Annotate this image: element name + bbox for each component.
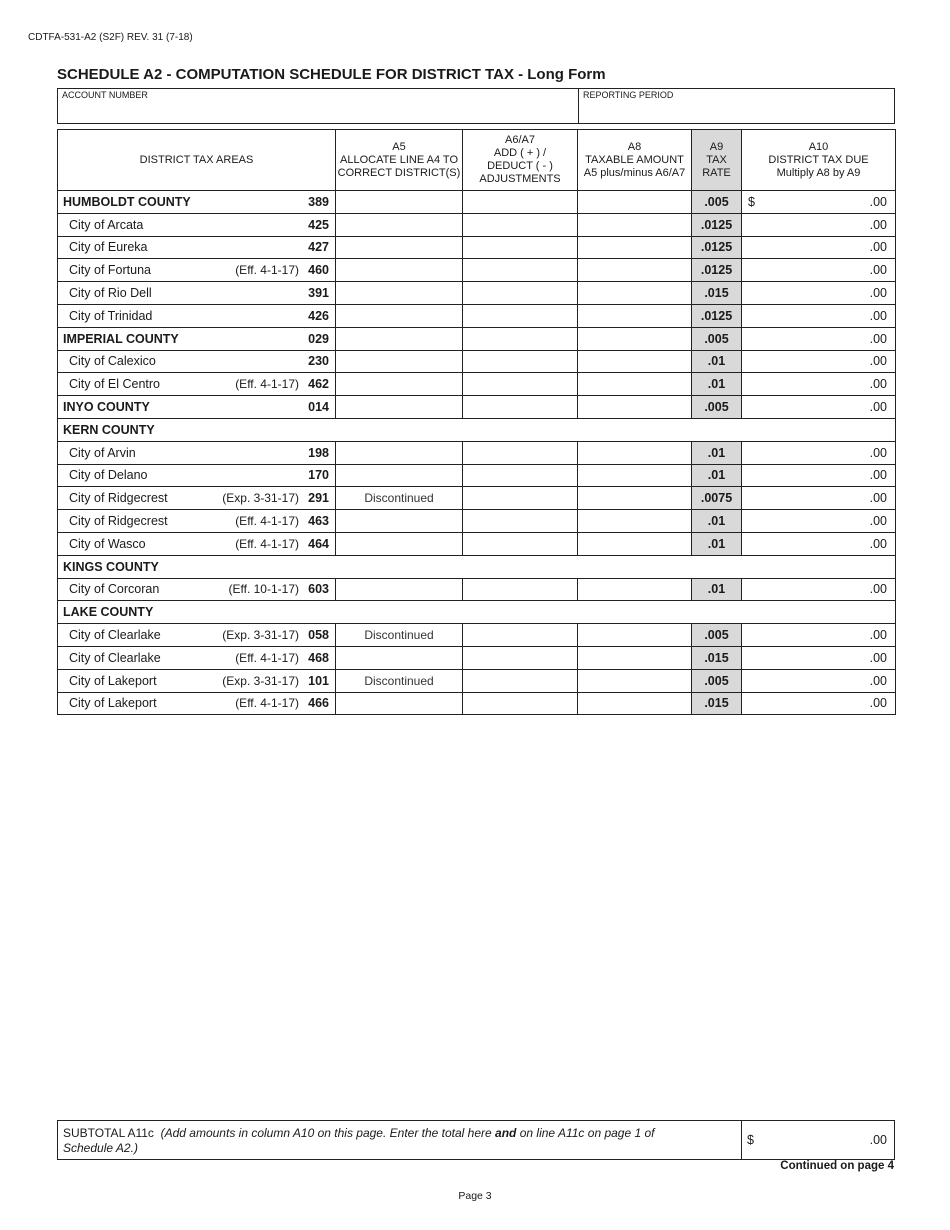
a6a7-adjustment-field[interactable]	[463, 213, 578, 236]
a5-allocate-field[interactable]	[336, 396, 463, 419]
district-name: City of Delano	[69, 468, 148, 483]
county-heading: LAKE COUNTY	[58, 601, 896, 624]
tax-due-value: .00	[869, 377, 887, 392]
table-row	[58, 532, 896, 555]
a6a7-adjustment-field[interactable]	[463, 259, 578, 282]
table-row	[58, 236, 896, 259]
a5-allocate-field[interactable]	[336, 532, 463, 555]
a6a7-adjustment-field[interactable]	[463, 327, 578, 350]
effective-date: (Eff. 4-1-17)	[235, 650, 299, 665]
col-a9: A9 TAX RATE	[692, 130, 742, 191]
a9-tax-rate: .01	[692, 532, 742, 555]
a6a7-adjustment-field[interactable]	[463, 373, 578, 396]
effective-date: (Exp. 3-31-17)	[222, 491, 299, 506]
table-row	[58, 418, 896, 441]
district-area-cell	[58, 236, 336, 259]
tax-due-value: .00	[869, 263, 887, 278]
a9-tax-rate: .005	[692, 624, 742, 647]
a10-tax-due-field[interactable]	[742, 191, 896, 214]
district-code: 058	[308, 628, 329, 643]
district-code: 198	[308, 445, 329, 460]
effective-date: (Eff. 10-1-17)	[228, 582, 299, 597]
table-row	[58, 464, 896, 487]
district-area-cell	[58, 669, 336, 692]
subtotal-amount-field[interactable]: .00	[869, 1133, 887, 1147]
a6a7-adjustment-field[interactable]	[463, 236, 578, 259]
district-area-cell	[58, 350, 336, 373]
a10-tax-due-field[interactable]	[742, 213, 896, 236]
a6a7-adjustment-field[interactable]	[463, 578, 578, 601]
a5-allocate-field[interactable]	[336, 578, 463, 601]
a6a7-adjustment-field[interactable]	[463, 304, 578, 327]
district-tax-table	[57, 129, 896, 715]
a5-allocate-field[interactable]	[336, 692, 463, 715]
a9-tax-rate: .0125	[692, 304, 742, 327]
a9-tax-rate: .01	[692, 510, 742, 533]
col-a5: A5 ALLOCATE LINE A4 TO CORRECT DISTRICT(S)	[336, 130, 463, 191]
a10-tax-due-field[interactable]	[742, 624, 896, 647]
continued-note: Continued on page 4	[780, 1160, 894, 1172]
a10-tax-due-field[interactable]	[742, 373, 896, 396]
page-title: SCHEDULE A2 - COMPUTATION SCHEDULE FOR DISTRICT TAX - Long Form	[57, 66, 606, 83]
district-name: City of Wasco	[69, 536, 146, 551]
district-code: 463	[308, 514, 329, 529]
table-row	[58, 213, 896, 236]
district-code: 391	[308, 286, 329, 301]
district-area-cell	[58, 191, 336, 214]
a5-allocate-field[interactable]: Discontinued	[336, 487, 463, 510]
a10-tax-due-field[interactable]	[742, 282, 896, 305]
a6a7-adjustment-field[interactable]	[463, 624, 578, 647]
tax-due-value: .00	[869, 240, 887, 255]
district-code: 460	[308, 263, 329, 278]
a6a7-adjustment-field[interactable]	[463, 441, 578, 464]
district-name: City of Calexico	[69, 354, 156, 369]
district-name: INYO COUNTY	[63, 400, 150, 415]
tax-due-value: .00	[869, 354, 887, 369]
a8-taxable-amount-field[interactable]	[578, 373, 692, 396]
district-name: City of Clearlake	[69, 628, 161, 643]
district-code: 427	[308, 240, 329, 255]
a8-taxable-amount-field[interactable]	[578, 510, 692, 533]
district-area-cell	[58, 578, 336, 601]
a6a7-adjustment-field[interactable]	[463, 350, 578, 373]
a9-tax-rate: .005	[692, 669, 742, 692]
table-row	[58, 692, 896, 715]
a10-tax-due-field[interactable]	[742, 259, 896, 282]
a5-allocate-field[interactable]: Discontinued	[336, 669, 463, 692]
a9-tax-rate: .01	[692, 464, 742, 487]
tax-due-value: .00	[869, 468, 887, 483]
tax-due-value: .00	[869, 650, 887, 665]
district-code: 389	[308, 194, 329, 209]
a9-tax-rate: .0125	[692, 213, 742, 236]
a9-tax-rate: .005	[692, 396, 742, 419]
a5-allocate-field[interactable]	[336, 213, 463, 236]
a9-tax-rate: .0125	[692, 259, 742, 282]
district-area-cell	[58, 213, 336, 236]
a5-allocate-field[interactable]	[336, 646, 463, 669]
form-id: CDTFA-531-A2 (S2F) REV. 31 (7-18)	[28, 32, 193, 43]
table-row	[58, 327, 896, 350]
a5-allocate-field[interactable]	[336, 259, 463, 282]
district-name: City of Eureka	[69, 240, 148, 255]
divider	[578, 89, 579, 123]
table-row	[58, 350, 896, 373]
tax-due-value: .00	[869, 400, 887, 415]
district-area-cell	[58, 259, 336, 282]
district-name: City of Ridgecrest	[69, 514, 168, 529]
a8-taxable-amount-field[interactable]	[578, 396, 692, 419]
district-area-cell	[58, 396, 336, 419]
a5-allocate-field[interactable]: Discontinued	[336, 624, 463, 647]
a5-allocate-field[interactable]	[336, 510, 463, 533]
district-name: City of Clearlake	[69, 650, 161, 665]
a10-tax-due-field[interactable]	[742, 396, 896, 419]
district-name: IMPERIAL COUNTY	[63, 331, 179, 346]
a10-tax-due-field[interactable]	[742, 236, 896, 259]
a8-taxable-amount-field[interactable]	[578, 532, 692, 555]
district-code: 170	[308, 468, 329, 483]
table-row	[58, 396, 896, 419]
district-area-cell	[58, 327, 336, 350]
tax-due-value: .00	[869, 286, 887, 301]
subtotal-label: SUBTOTAL A11c (Add amounts in column A10 on this page. Enter the total here and on line A11c on page 1 of Schedule A2.)	[63, 1126, 655, 1155]
a8-taxable-amount-field[interactable]	[578, 464, 692, 487]
a10-tax-due-field[interactable]	[742, 441, 896, 464]
a5-allocate-field[interactable]	[336, 441, 463, 464]
district-name: City of Corcoran	[69, 582, 160, 597]
a6a7-adjustment-field[interactable]	[463, 669, 578, 692]
a10-tax-due-field[interactable]	[742, 464, 896, 487]
a9-tax-rate: .015	[692, 692, 742, 715]
a9-tax-rate: .0075	[692, 487, 742, 510]
table-row	[58, 510, 896, 533]
a8-taxable-amount-field[interactable]	[578, 669, 692, 692]
a10-tax-due-field[interactable]	[742, 669, 896, 692]
table-row	[58, 441, 896, 464]
a10-tax-due-field[interactable]	[742, 532, 896, 555]
a10-tax-due-field[interactable]	[742, 646, 896, 669]
a6a7-adjustment-field[interactable]	[463, 646, 578, 669]
district-name: City of Arcata	[69, 217, 144, 232]
a8-taxable-amount-field[interactable]	[578, 692, 692, 715]
subtotal-box	[57, 1120, 895, 1160]
table-row	[58, 578, 896, 601]
header-fields	[57, 88, 895, 124]
table-row	[58, 646, 896, 669]
a8-taxable-amount-field[interactable]	[578, 282, 692, 305]
a10-tax-due-field[interactable]	[742, 304, 896, 327]
a8-taxable-amount-field[interactable]	[578, 327, 692, 350]
district-area-cell	[58, 646, 336, 669]
a8-taxable-amount-field[interactable]	[578, 646, 692, 669]
table-row	[58, 191, 896, 214]
a5-allocate-field[interactable]	[336, 304, 463, 327]
a5-allocate-field[interactable]	[336, 464, 463, 487]
district-code: 101	[308, 673, 329, 688]
a9-tax-rate: .01	[692, 350, 742, 373]
a9-tax-rate: .015	[692, 646, 742, 669]
a9-tax-rate: .01	[692, 441, 742, 464]
a8-taxable-amount-field[interactable]	[578, 350, 692, 373]
table-row	[58, 304, 896, 327]
col-a10: A10 DISTRICT TAX DUE Multiply A8 by A9	[742, 130, 896, 191]
county-heading: KINGS COUNTY	[58, 555, 896, 578]
table-row	[58, 555, 896, 578]
tax-due-value: .00	[869, 696, 887, 711]
effective-date: (Eff. 4-1-17)	[235, 263, 299, 278]
tax-due-value: .00	[869, 217, 887, 232]
tax-due-value: .00	[869, 673, 887, 688]
account-number-field[interactable]: ACCOUNT NUMBER	[62, 90, 148, 100]
col-a6a7: A6/A7 ADD ( + ) / DEDUCT ( - ) ADJUSTMENTS	[463, 130, 578, 191]
tax-due-value: .00	[869, 194, 887, 209]
a8-taxable-amount-field[interactable]	[578, 578, 692, 601]
district-area-cell	[58, 624, 336, 647]
a6a7-adjustment-field[interactable]	[463, 282, 578, 305]
district-code: 425	[308, 217, 329, 232]
a8-taxable-amount-field[interactable]	[578, 441, 692, 464]
table-row	[58, 282, 896, 305]
district-name: City of Ridgecrest	[69, 491, 168, 506]
district-code: 603	[308, 582, 329, 597]
a5-allocate-field[interactable]	[336, 191, 463, 214]
col-a8: A8 TAXABLE AMOUNT A5 plus/minus A6/A7	[578, 130, 692, 191]
a9-tax-rate: .0125	[692, 236, 742, 259]
tax-due-value: .00	[869, 536, 887, 551]
district-area-cell	[58, 692, 336, 715]
a6a7-adjustment-field[interactable]	[463, 396, 578, 419]
tax-due-value: .00	[869, 491, 887, 506]
table-row	[58, 624, 896, 647]
col-areas: DISTRICT TAX AREAS	[58, 130, 336, 191]
district-code: 462	[308, 377, 329, 392]
a8-taxable-amount-field[interactable]	[578, 236, 692, 259]
table-row	[58, 601, 896, 624]
district-code: 468	[308, 650, 329, 665]
district-area-cell	[58, 464, 336, 487]
a8-taxable-amount-field[interactable]	[578, 259, 692, 282]
district-code: 426	[308, 308, 329, 323]
district-name: City of Rio Dell	[69, 286, 152, 301]
effective-date: (Eff. 4-1-17)	[235, 536, 299, 551]
effective-date: (Exp. 3-31-17)	[222, 628, 299, 643]
a10-tax-due-field[interactable]	[742, 350, 896, 373]
district-code: 230	[308, 354, 329, 369]
a8-taxable-amount-field[interactable]	[578, 487, 692, 510]
a6a7-adjustment-field[interactable]	[463, 464, 578, 487]
a5-allocate-field[interactable]	[336, 373, 463, 396]
a6a7-adjustment-field[interactable]	[463, 487, 578, 510]
a8-taxable-amount-field[interactable]	[578, 624, 692, 647]
a5-allocate-field[interactable]	[336, 327, 463, 350]
district-name: HUMBOLDT COUNTY	[63, 194, 191, 209]
effective-date: (Eff. 4-1-17)	[235, 514, 299, 529]
a5-allocate-field[interactable]	[336, 282, 463, 305]
a8-taxable-amount-field[interactable]	[578, 191, 692, 214]
a5-allocate-field[interactable]	[336, 236, 463, 259]
district-name: City of Fortuna	[69, 263, 151, 278]
a10-tax-due-field[interactable]	[742, 578, 896, 601]
a6a7-adjustment-field[interactable]	[463, 191, 578, 214]
district-area-cell	[58, 373, 336, 396]
tax-due-value: .00	[869, 514, 887, 529]
effective-date: (Eff. 4-1-17)	[235, 377, 299, 392]
a10-tax-due-field[interactable]	[742, 327, 896, 350]
district-name: City of El Centro	[69, 377, 161, 392]
reporting-period-field[interactable]: REPORTING PERIOD	[583, 90, 674, 100]
a9-tax-rate: .01	[692, 373, 742, 396]
a10-tax-due-field[interactable]	[742, 487, 896, 510]
district-code: 029	[308, 331, 329, 346]
dollar-sign: $	[748, 194, 755, 209]
district-area-cell	[58, 304, 336, 327]
district-code: 291	[308, 491, 329, 506]
a8-taxable-amount-field[interactable]	[578, 213, 692, 236]
table-row	[58, 259, 896, 282]
tax-due-value: .00	[869, 628, 887, 643]
a9-tax-rate: .005	[692, 327, 742, 350]
a8-taxable-amount-field[interactable]	[578, 304, 692, 327]
district-area-cell	[58, 510, 336, 533]
subtotal-dollar: $	[747, 1133, 754, 1147]
county-heading: KERN COUNTY	[58, 418, 896, 441]
table-row	[58, 669, 896, 692]
district-area-cell	[58, 532, 336, 555]
tax-due-value: .00	[869, 445, 887, 460]
a6a7-adjustment-field[interactable]	[463, 692, 578, 715]
a9-tax-rate: .005	[692, 191, 742, 214]
a9-tax-rate: .015	[692, 282, 742, 305]
district-area-cell	[58, 441, 336, 464]
effective-date: (Eff. 4-1-17)	[235, 696, 299, 711]
a5-allocate-field[interactable]	[336, 350, 463, 373]
district-code: 466	[308, 696, 329, 711]
district-area-cell	[58, 487, 336, 510]
effective-date: (Exp. 3-31-17)	[222, 673, 299, 688]
district-name: City of Trinidad	[69, 308, 153, 323]
a10-tax-due-field[interactable]	[742, 692, 896, 715]
page-number: Page 3	[458, 1190, 492, 1202]
district-area-cell	[58, 282, 336, 305]
a9-tax-rate: .01	[692, 578, 742, 601]
a10-tax-due-field[interactable]	[742, 510, 896, 533]
table-row	[58, 373, 896, 396]
tax-due-value: .00	[869, 308, 887, 323]
a6a7-adjustment-field[interactable]	[463, 532, 578, 555]
district-code: 014	[308, 400, 329, 415]
district-name: City of Lakeport	[69, 673, 157, 688]
a6a7-adjustment-field[interactable]	[463, 510, 578, 533]
table-row	[58, 487, 896, 510]
tax-due-value: .00	[869, 331, 887, 346]
district-name: City of Arvin	[69, 445, 136, 460]
district-name: City of Lakeport	[69, 696, 157, 711]
tax-due-value: .00	[869, 582, 887, 597]
district-code: 464	[308, 536, 329, 551]
